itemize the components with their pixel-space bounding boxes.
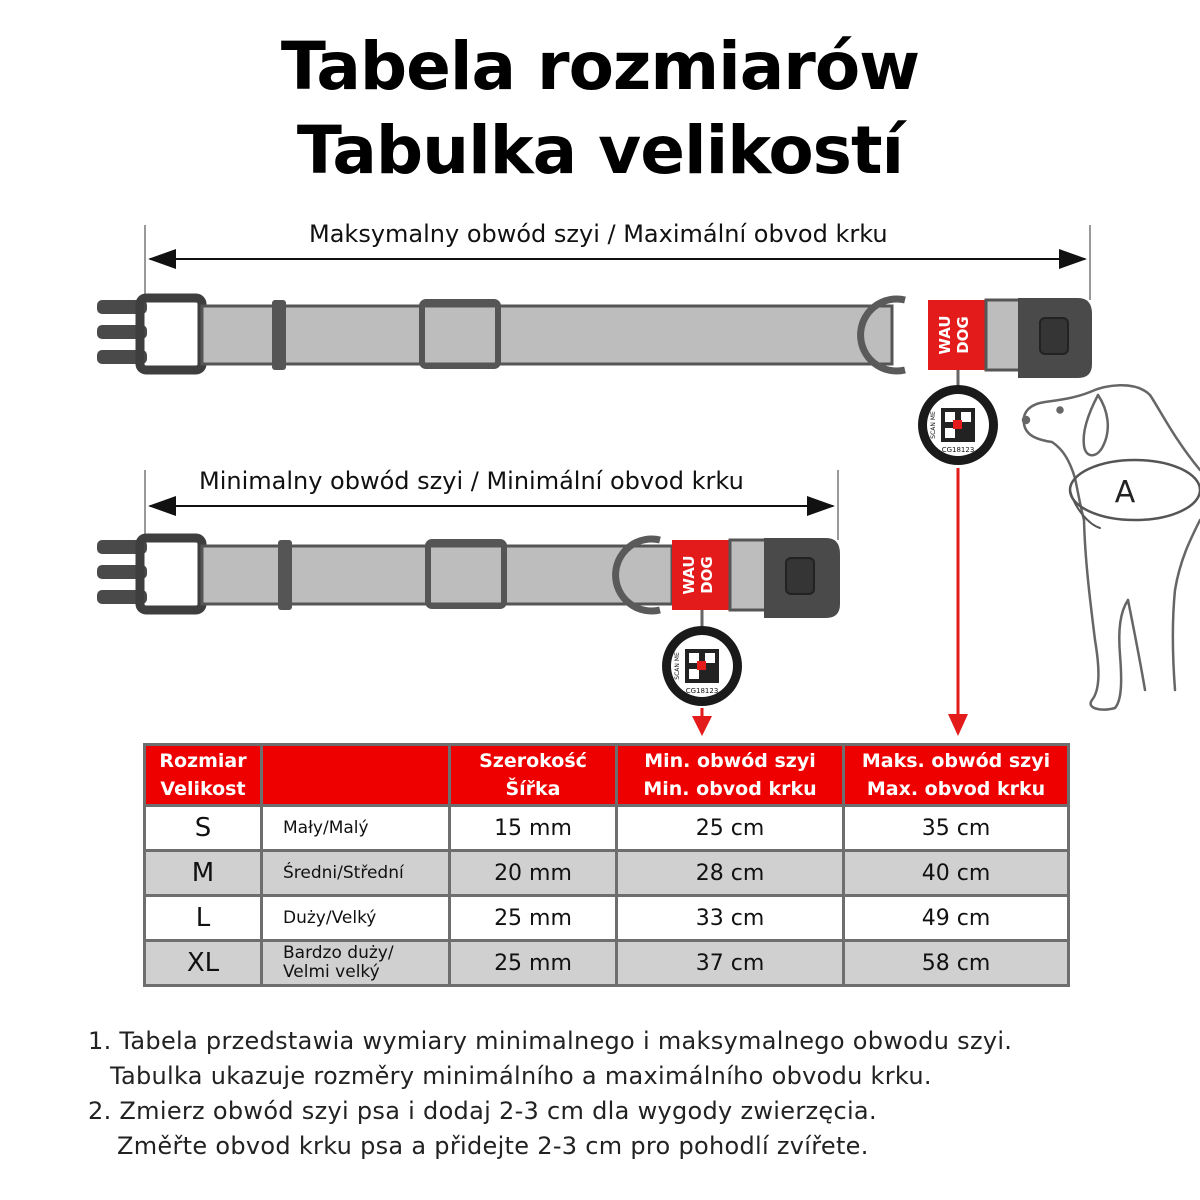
table-header-row bbox=[145, 745, 1069, 806]
width-cell: 15 mm bbox=[450, 806, 617, 851]
tag-text-min-1: WAU bbox=[680, 555, 698, 595]
min-circumference-cell: 33 cm bbox=[617, 896, 844, 941]
max-circumference-cell: 35 cm bbox=[844, 806, 1069, 851]
header-name bbox=[262, 745, 450, 806]
size-name-cell: Średni/Střední bbox=[262, 851, 450, 896]
tag-text-max-2: DOG bbox=[954, 316, 972, 354]
size-name-cell: Bardzo duży/ Velmi velký bbox=[262, 941, 450, 986]
min-circumference-cell: 25 cm bbox=[617, 806, 844, 851]
note-2-pl: 2. Zmierz obwód szyi psa i dodaj 2-3 cm dla wygody zwierzęcia. bbox=[88, 1097, 877, 1125]
size-table bbox=[143, 743, 1070, 987]
tag-text-min-2: DOG bbox=[698, 556, 716, 594]
width-cell: 20 mm bbox=[450, 851, 617, 896]
header-min: Min. obwód szyi Min. obvod krku bbox=[617, 745, 844, 806]
notes bbox=[88, 1024, 1012, 1164]
max-dimension-label: Maksymalny obwód szyi / Maximální obvod krku bbox=[303, 220, 894, 248]
size-code-cell: XL bbox=[145, 941, 262, 986]
collar-max bbox=[97, 298, 1092, 465]
qr-scan-text-max: SCAN ME bbox=[930, 411, 937, 439]
width-cell: 25 mm bbox=[450, 941, 617, 986]
qr-scan-text-min: SCAN ME bbox=[674, 652, 681, 680]
table-row bbox=[145, 941, 1069, 986]
min-circumference-cell: 37 cm bbox=[617, 941, 844, 986]
size-code-cell: M bbox=[145, 851, 262, 896]
table-row bbox=[145, 896, 1069, 941]
note-2-cz: Změřte obvod krku psa a přidejte 2-3 cm pro pohodlí zvířete. bbox=[117, 1132, 869, 1160]
qr-code-id-min: CG18123 bbox=[685, 687, 719, 695]
width-cell: 25 mm bbox=[450, 896, 617, 941]
header-size: Rozmiar Velikost bbox=[145, 745, 262, 806]
max-red-arrow bbox=[948, 468, 968, 736]
min-circumference-cell: 28 cm bbox=[617, 851, 844, 896]
dog-measure-label: A bbox=[1114, 475, 1136, 510]
page-title: Tabela rozmiarów bbox=[280, 28, 920, 105]
qr-code-id-max: CG18123 bbox=[941, 446, 975, 454]
page-subtitle: Tabulka velikostí bbox=[296, 112, 904, 189]
header-max: Maks. obwód szyi Max. obvod krku bbox=[844, 745, 1069, 806]
tag-text-max-1: WAU bbox=[936, 315, 954, 355]
size-code-cell: L bbox=[145, 896, 262, 941]
size-name-cell: Duży/Velký bbox=[262, 896, 450, 941]
note-1-pl: 1. Tabela przedstawia wymiary minimalnego i maksymalnego obwodu szyi. bbox=[88, 1027, 1013, 1055]
max-circumference-cell: 49 cm bbox=[844, 896, 1069, 941]
size-code-cell: S bbox=[145, 806, 262, 851]
table-row bbox=[145, 806, 1069, 851]
header-width: Szerokość Šířka bbox=[450, 745, 617, 806]
max-circumference-cell: 40 cm bbox=[844, 851, 1069, 896]
note-1-cz: Tabulka ukazuje rozměry minimálního a maximálního obvodu krku. bbox=[110, 1062, 932, 1090]
table-row bbox=[145, 851, 1069, 896]
collar-min bbox=[97, 538, 840, 706]
dog-outline-icon bbox=[1023, 385, 1200, 709]
min-dimension-label: Minimalny obwód szyi / Minimální obvod krku bbox=[193, 467, 750, 495]
size-name-cell: Mały/Malý bbox=[262, 806, 450, 851]
min-red-arrow bbox=[692, 708, 712, 736]
max-circumference-cell: 58 cm bbox=[844, 941, 1069, 986]
